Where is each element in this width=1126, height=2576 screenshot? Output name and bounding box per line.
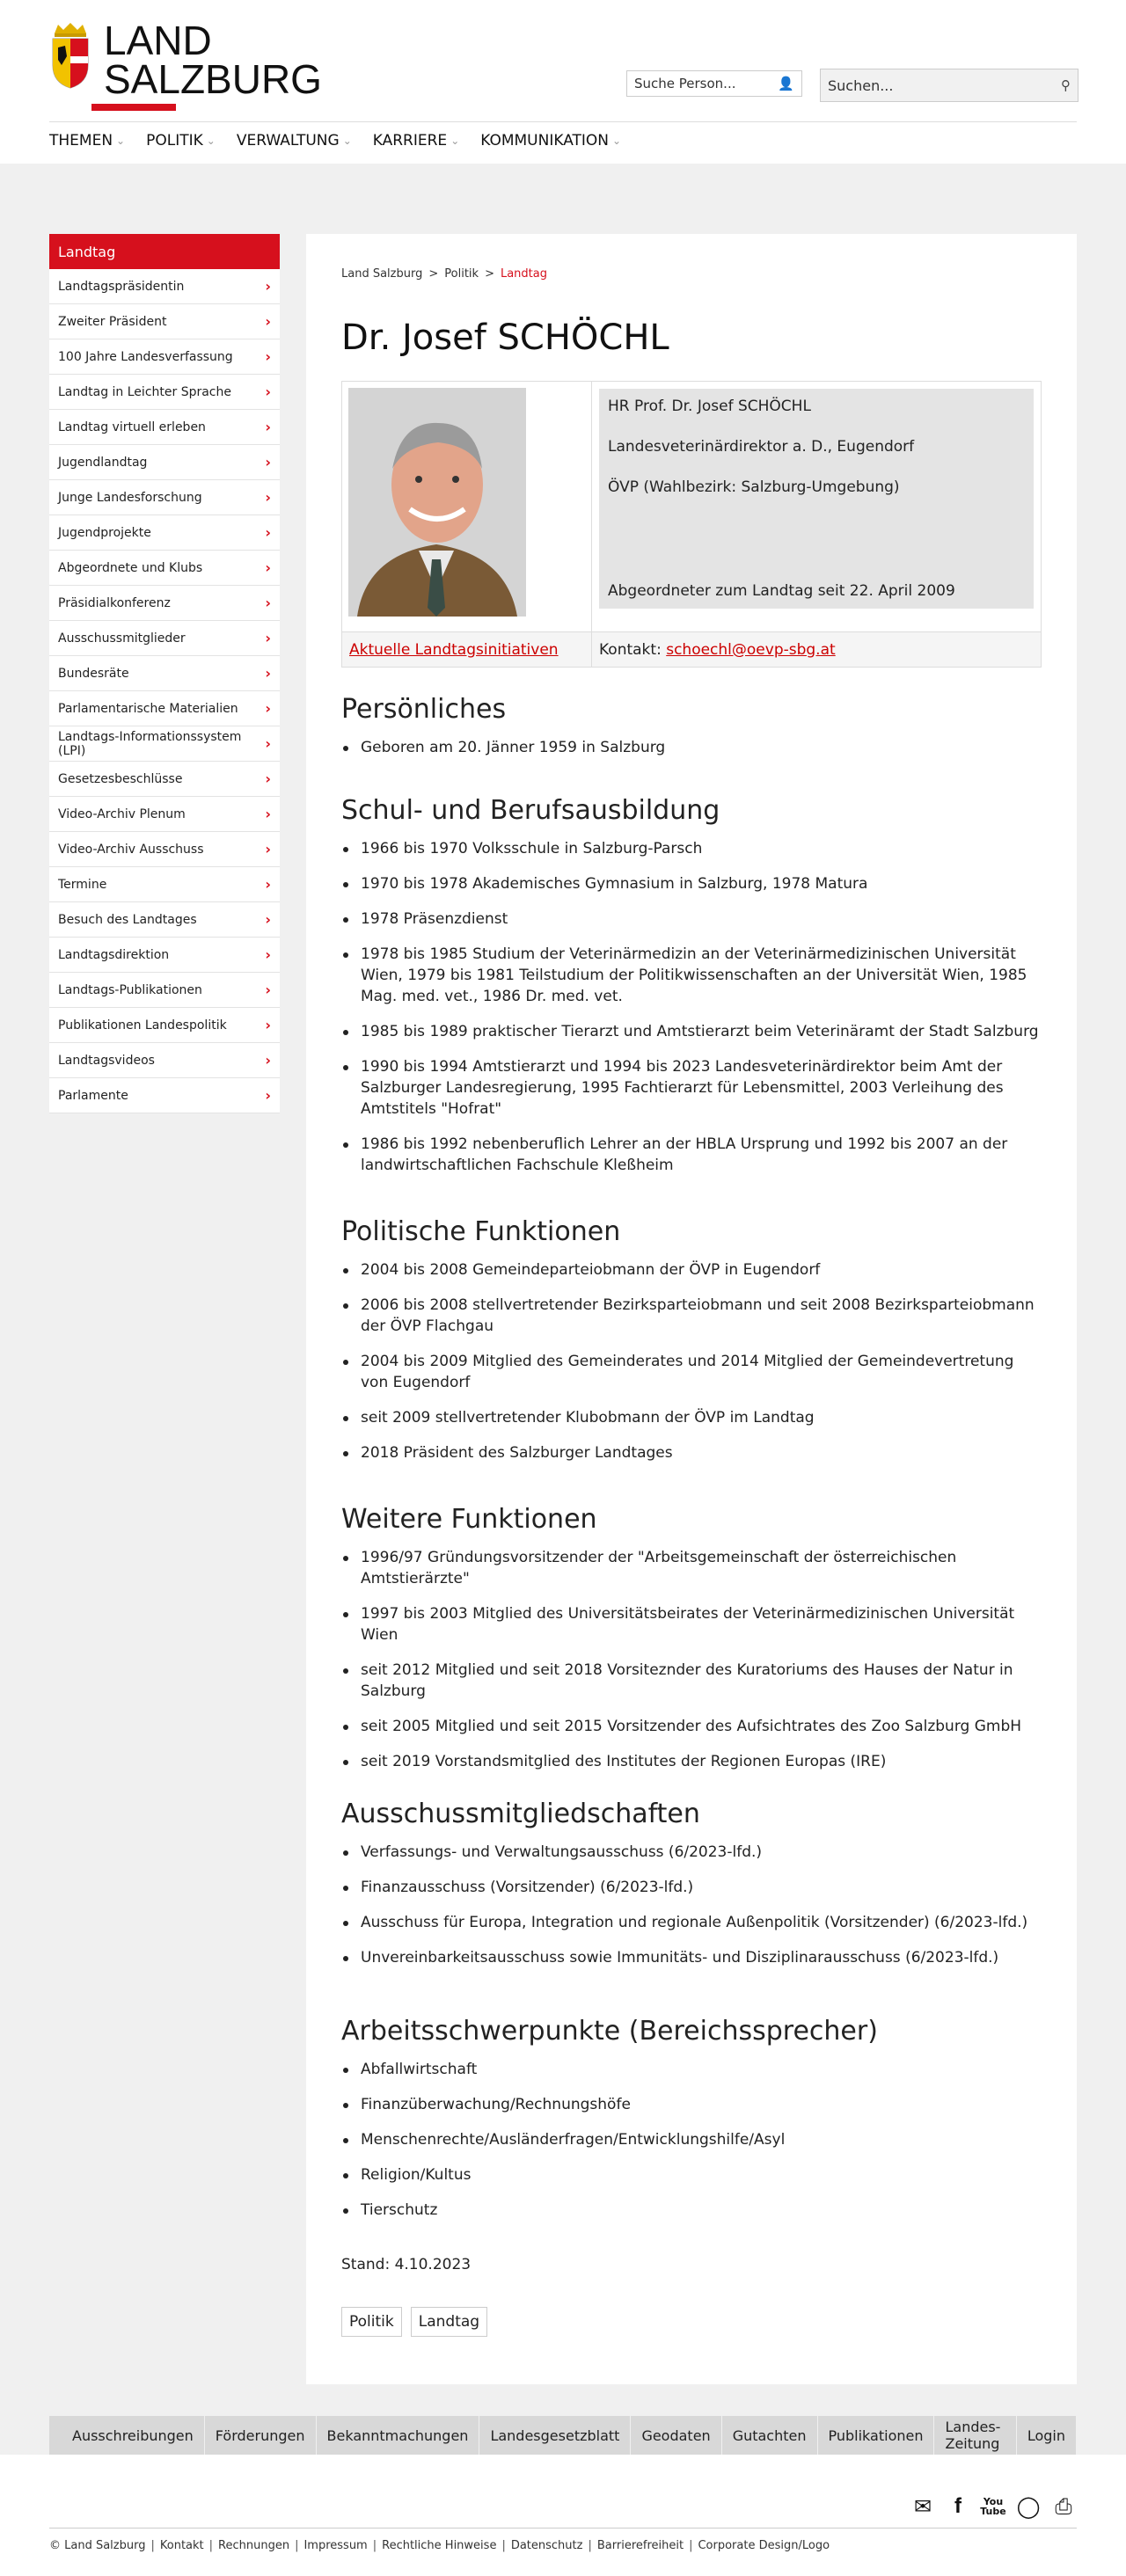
list-item: 2006 bis 2008 stellvertretender Bezirksparteiobmann und seit 2008 Bezirksparteiobmann der ÖVP Flachgau [341, 1295, 1042, 1337]
list-item: 1966 bis 1970 Volksschule in Salzburg-Parsch [341, 838, 1042, 859]
sidebar-item[interactable] [49, 762, 280, 797]
person-search-placeholder: Suche Person... [634, 76, 736, 91]
sidebar-item[interactable] [49, 480, 280, 515]
section-title-further: Weitere Funktionen [341, 1504, 597, 1535]
person-search-icon[interactable]: 👤 [778, 76, 794, 91]
sidebar-item-label: Landtags-Publikationen [58, 982, 202, 997]
sidebar-item-label: Video-Archiv Plenum [58, 806, 186, 821]
footer-link-bar [49, 2416, 1077, 2455]
list-item: Religion/Kultus [341, 2164, 1042, 2186]
contact-label: Kontakt: [599, 640, 662, 659]
nav-kommunikation[interactable]: KOMMUNIKATION ⌄ [480, 132, 622, 150]
breadcrumb-current[interactable]: Landtag [500, 267, 547, 281]
section-title-education: Schul- und Berufsausbildung [341, 795, 720, 826]
sidebar-item-label: Landtag in Leichter Sprache [58, 384, 231, 399]
breadcrumb [341, 267, 1042, 281]
chevron-right-icon: › [265, 1087, 271, 1104]
chevron-right-icon: › [265, 630, 271, 646]
sidebar-title[interactable]: Landtag [49, 234, 280, 269]
list-item: Unvereinbarkeitsausschuss sowie Immunitäts- und Disziplinarausschuss (6/2023-lfd.) [341, 1947, 1042, 1968]
sidebar-item-label: Landtag virtuell erleben [58, 420, 206, 434]
list-item: seit 2012 Mitglied und seit 2018 Vorsiteznder des Kuratoriums des Hauses der Natur in Salzburg [341, 1660, 1042, 1702]
sidebar-item[interactable] [49, 1008, 280, 1043]
chevron-right-icon: › [265, 454, 271, 471]
initiatives-cell [342, 632, 592, 668]
list-item: Abfallwirtschaft [341, 2059, 1042, 2080]
chevron-right-icon: › [265, 735, 271, 752]
nav-themen[interactable]: THEMEN ⌄ [49, 132, 126, 150]
list-item: Ausschuss für Europa, Integration und regionale Außenpolitik (Vorsitzender) (6/2023-lfd.) [341, 1912, 1042, 1933]
person-search-input[interactable] [626, 70, 802, 97]
sidebar-item-label: Landtagspräsidentin [58, 279, 185, 294]
list-item: seit 2005 Mitglied und seit 2015 Vorsitzender des Aufsichtrates des Zoo Salzburg GmbH [341, 1716, 1042, 1737]
nav-verwaltung[interactable]: VERWALTUNG ⌄ [236, 132, 352, 150]
sidebar-item[interactable] [49, 656, 280, 691]
chevron-right-icon: › [265, 770, 271, 787]
sidebar-item[interactable] [49, 691, 280, 726]
breadcrumb-item[interactable]: Politik [444, 267, 479, 281]
sidebar-item-label: Junge Landesforschung [58, 490, 202, 505]
legal-separator: | [689, 2539, 693, 2552]
section-title-political: Politische Funktionen [341, 1216, 621, 1247]
footer-divider [49, 2528, 1077, 2529]
info-box [599, 389, 1034, 609]
chevron-right-icon: › [265, 946, 271, 963]
sidebar-item[interactable] [49, 797, 280, 832]
sidebar-item[interactable] [49, 445, 280, 480]
sidebar-item-label: Abgeordnete und Klubs [58, 560, 203, 575]
footer-link[interactable]: Login [1017, 2416, 1077, 2455]
breadcrumb-separator: > [428, 267, 439, 281]
logo-red-bar [91, 104, 176, 111]
main-content [306, 234, 1077, 2384]
profile-party: ÖVP (Wahlbezirk: Salzburg-Umgebung) [608, 478, 900, 496]
list-item: 1996/97 Gründungsvorsitzender der "Arbeitsgemeinschaft der österreichischen Amtstierärzte" [341, 1547, 1042, 1589]
list-item: 1978 bis 1985 Studium der Veterinärmedizin an der Veterinärmedizinischen Universität Wien, 1979 bis 1981 Teilstudium der Politikwissenschaften an der Universität Wien, 1985 Mag. med. vet., 1986 Dr. med. vet. [341, 944, 1042, 1007]
profile-role: Landesveterinärdirektor a. D., Eugendorf [608, 438, 915, 456]
chevron-right-icon: › [265, 1052, 271, 1069]
list-item: seit 2009 stellvertretender Klubobmann der ÖVP im Landtag [341, 1407, 1042, 1428]
header-divider [49, 121, 1077, 122]
legal-links [49, 2539, 830, 2552]
legal-link[interactable]: Kontakt [159, 2539, 204, 2552]
list-item: 1978 Präsenzdienst [341, 909, 1042, 930]
legal-separator: | [295, 2539, 299, 2552]
footer-link[interactable]: Bekanntmachungen [317, 2416, 480, 2455]
list-item: 1985 bis 1989 praktischer Tierarzt und Amtstierarzt beim Veterinäramt der Stadt Salzburg [341, 1021, 1042, 1042]
contact-email-link[interactable]: schoechl@oevp-sbg.at [666, 640, 836, 659]
list-item: Finanzausschuss (Vorsitzender) (6/2023-lfd.) [341, 1877, 1042, 1898]
sidebar-item[interactable] [49, 586, 280, 621]
sidebar-item-label: Parlamentarische Materialien [58, 701, 238, 716]
breadcrumb-separator: > [485, 267, 494, 281]
section-title-committees: Ausschussmitgliedschaften [341, 1799, 700, 1829]
profile-full-name: HR Prof. Dr. Josef SCHÖCHL [608, 398, 811, 415]
chevron-right-icon: › [265, 348, 271, 365]
contact-cell [592, 632, 1042, 668]
mail-icon[interactable]: ✉ [913, 2494, 932, 2519]
sidebar-item[interactable] [49, 867, 280, 902]
portrait-photo [348, 388, 526, 617]
legal-link[interactable]: Rechtliche Hinweise [382, 2539, 497, 2552]
chevron-right-icon: › [265, 278, 271, 295]
chevron-right-icon: › [265, 595, 271, 611]
instagram-icon[interactable]: ◯ [1016, 2494, 1041, 2519]
profile-table [341, 381, 1042, 668]
site-footer [0, 2455, 1126, 2576]
section-title-personal: Persönliches [341, 694, 507, 725]
chevron-down-icon: ⌄ [206, 135, 216, 147]
chevron-right-icon: › [265, 419, 271, 435]
sidebar-item[interactable] [49, 410, 280, 445]
chevron-right-icon: › [265, 700, 271, 717]
content-area [0, 164, 1126, 2455]
chevron-right-icon: › [265, 665, 271, 682]
chevron-right-icon: › [265, 1017, 271, 1033]
committees-list [341, 1842, 1042, 1968]
tag-list [341, 2307, 1042, 2337]
footer-link[interactable]: Landesgesetzblatt [479, 2416, 631, 2455]
sidebar-item[interactable] [49, 1043, 280, 1078]
coat-of-arms-icon [49, 21, 91, 90]
chevron-right-icon: › [265, 806, 271, 822]
footer-link[interactable]: Ausschreibungen [49, 2416, 205, 2455]
sidebar-item-label: Publikationen Landespolitik [58, 1018, 227, 1033]
chevron-right-icon: › [265, 876, 271, 893]
legal-link[interactable]: Barrierefreiheit [596, 2539, 684, 2552]
personal-list [341, 737, 1042, 758]
chevron-down-icon: ⌄ [450, 135, 460, 147]
sidebar-item-label: Zweiter Präsident [58, 314, 167, 329]
chevron-right-icon: › [265, 841, 271, 857]
further-list [341, 1547, 1042, 1772]
chevron-right-icon: › [265, 911, 271, 928]
logo-text-salzburg: SALZBURG [104, 56, 322, 102]
chevron-right-icon: › [265, 524, 271, 541]
list-item: Tierschutz [341, 2200, 1042, 2221]
sidebar-item-label: Video-Archiv Ausschuss [58, 842, 204, 857]
list-item: 2018 Präsident des Salzburger Landtages [341, 1442, 1042, 1463]
sidebar-item[interactable] [49, 269, 280, 304]
sidebar-item[interactable] [49, 304, 280, 339]
sidebar-item-label: 100 Jahre Landesverfassung [58, 349, 233, 364]
main-navigation [49, 132, 642, 150]
sidebar-item-label: Jugendprojekte [58, 525, 151, 540]
site-logo[interactable] [49, 18, 322, 111]
section-title-focus: Arbeitsschwerpunkte (Bereichssprecher) [341, 2016, 878, 2047]
page-title: Dr. Josef SCHÖCHL [341, 317, 669, 358]
list-item: 2004 bis 2009 Mitglied des Gemeinderates und 2014 Mitglied der Gemeindevertretung von Eugendorf [341, 1351, 1042, 1393]
list-item: 1990 bis 1994 Amtstierarzt und 1994 bis 2023 Landesveterinärdirektor beim Amt der Salzburger Landesregierung, 1995 Fachtierarzt für Lebensmittel, 2003 Verleihung des Amtstitels "Hofrat" [341, 1056, 1042, 1120]
list-item: Finanzüberwachung/Rechnungshöfe [341, 2094, 1042, 2115]
legal-link[interactable]: © Land Salzburg [49, 2539, 146, 2552]
sidebar-item[interactable] [49, 1078, 280, 1113]
sidebar-item[interactable] [49, 973, 280, 1008]
search-icon[interactable]: ⚲ [1061, 77, 1071, 93]
sidebar-item-label: Gesetzesbeschlüsse [58, 771, 183, 786]
legal-separator: | [150, 2539, 155, 2552]
sidebar [49, 234, 280, 2384]
legal-link[interactable]: Rechnungen [218, 2539, 290, 2552]
sidebar-item[interactable] [49, 339, 280, 375]
sidebar-item[interactable] [49, 938, 280, 973]
facebook-icon[interactable]: f [954, 2494, 961, 2518]
list-item: Menschenrechte/Ausländerfragen/Entwicklungshilfe/Asyl [341, 2129, 1042, 2150]
legal-link[interactable]: Datenschutz [510, 2539, 583, 2552]
sidebar-item[interactable] [49, 375, 280, 410]
social-icons [910, 2493, 1077, 2520]
info-cell [592, 382, 1042, 632]
legal-separator: | [501, 2539, 506, 2552]
footer-link[interactable]: Geodaten [631, 2416, 721, 2455]
sidebar-item-label: Jugendlandtag [58, 455, 148, 470]
list-item: 1970 bis 1978 Akademisches Gymnasium in Salzburg, 1978 Matura [341, 873, 1042, 894]
chevron-right-icon: › [265, 313, 271, 330]
footer-link[interactable]: Landes-Zeitung [934, 2416, 1016, 2455]
print-icon[interactable]: ⎙ [1055, 2494, 1072, 2519]
chevron-down-icon: ⌄ [116, 135, 126, 147]
sidebar-item-label: Präsidialkonferenz [58, 595, 171, 610]
sidebar-item[interactable] [49, 551, 280, 586]
site-search-input[interactable] [820, 69, 1078, 102]
education-list [341, 838, 1042, 1176]
sidebar-item-label: Landtagsvideos [58, 1053, 155, 1068]
sidebar-item-label: Termine [58, 877, 107, 892]
chevron-right-icon: › [265, 982, 271, 998]
sidebar-item[interactable] [49, 515, 280, 551]
list-item: seit 2019 Vorstandsmitglied des Institutes der Regionen Europas (IRE) [341, 1751, 1042, 1772]
logo-text-land: LAND [104, 18, 212, 63]
footer-link[interactable]: Publikationen [818, 2416, 935, 2455]
tag-politik[interactable]: Politik [341, 2307, 402, 2337]
sidebar-item-label: Parlamente [58, 1088, 128, 1103]
chevron-down-icon: ⌄ [612, 135, 622, 147]
sidebar-item-label: Landtagsdirektion [58, 947, 170, 962]
legal-separator: | [588, 2539, 592, 2552]
sidebar-item[interactable] [49, 621, 280, 656]
legal-separator: | [372, 2539, 377, 2552]
sidebar-item[interactable] [49, 726, 280, 762]
nav-politik[interactable]: POLITIK ⌄ [146, 132, 216, 150]
chevron-right-icon: › [265, 383, 271, 400]
initiatives-link[interactable]: Aktuelle Landtagsinitiativen [349, 640, 559, 659]
sidebar-item[interactable] [49, 832, 280, 867]
profile-since: Abgeordneter zum Landtag seit 22. April 2009 [608, 582, 955, 600]
sidebar-item-label: Besuch des Landtages [58, 912, 197, 927]
focus-list [341, 2059, 1042, 2221]
chevron-down-icon: ⌄ [342, 135, 352, 147]
legal-link[interactable]: Corporate Design/Logo [698, 2539, 830, 2552]
nav-karriere[interactable]: KARRIERE ⌄ [372, 132, 460, 150]
list-item: 1986 bis 1992 nebenberuflich Lehrer an der HBLA Ursprung und 1992 bis 2007 an der landwirtschaftlichen Fachschule Kleßheim [341, 1134, 1042, 1176]
chevron-right-icon: › [265, 559, 271, 576]
legal-separator: | [208, 2539, 214, 2552]
breadcrumb-item[interactable]: Land Salzburg [341, 267, 423, 281]
site-search-placeholder: Suchen... [828, 77, 894, 94]
site-header [0, 0, 1126, 164]
sidebar-item-label: Ausschussmitglieder [58, 631, 186, 646]
footer-link[interactable]: Gutachten [722, 2416, 818, 2455]
list-item: Verfassungs- und Verwaltungsausschuss (6/2023-lfd.) [341, 1842, 1042, 1863]
footer-link[interactable]: Förderungen [205, 2416, 317, 2455]
list-item: 1997 bis 2003 Mitglied des Universitätsbeirates der Veterinärmedizinischen Universität Wien [341, 1603, 1042, 1646]
portrait-image [348, 388, 526, 617]
political-list [341, 1259, 1042, 1463]
list-item: 2004 bis 2008 Gemeindeparteiobmann der ÖVP in Eugendorf [341, 1259, 1042, 1281]
photo-cell [342, 382, 592, 632]
tag-landtag[interactable]: Landtag [411, 2307, 487, 2337]
sidebar-item[interactable] [49, 902, 280, 938]
sidebar-item-label: Landtags-Informationssystem (LPI) [58, 729, 242, 758]
list-item: Geboren am 20. Jänner 1959 in Salzburg [341, 737, 1042, 758]
chevron-right-icon: › [265, 489, 271, 506]
legal-link[interactable]: Impressum [303, 2539, 368, 2552]
sidebar-item-label: Bundesräte [58, 666, 129, 681]
youtube-icon[interactable]: You Tube [980, 2496, 1006, 2517]
last-updated: Stand: 4.10.2023 [341, 2256, 472, 2273]
